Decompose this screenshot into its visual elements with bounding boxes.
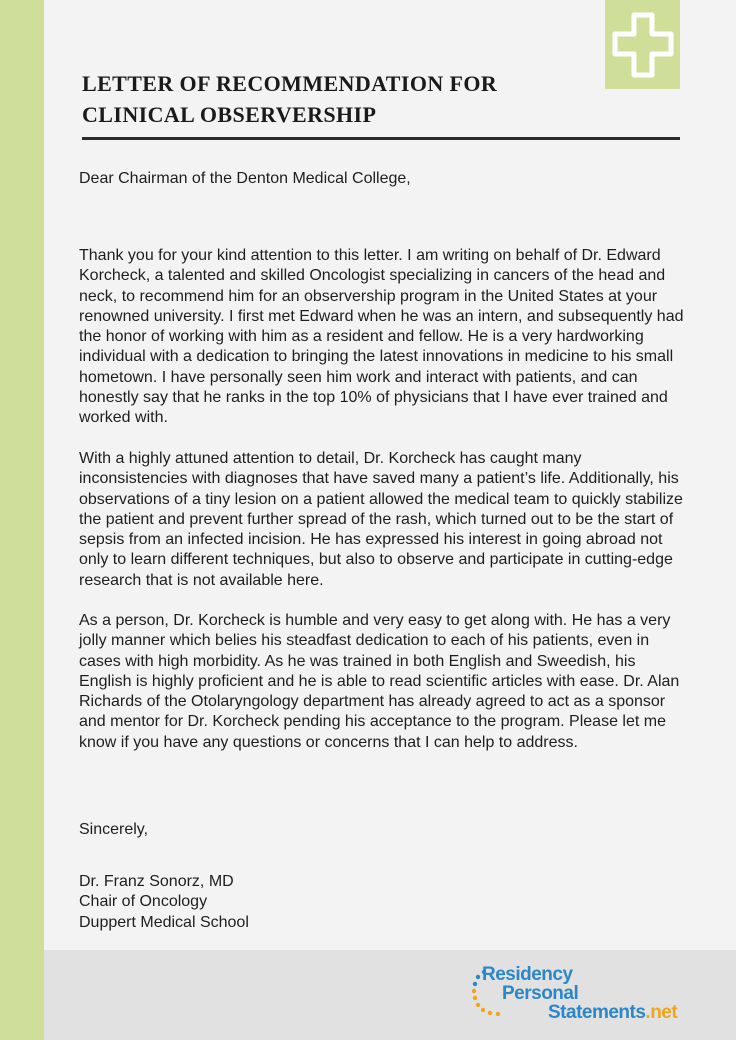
signature-position: Chair of Oncology <box>79 893 208 911</box>
brand-logo <box>472 966 722 1026</box>
logo-line-1: Residency <box>482 964 573 985</box>
letter-greeting: Dear Chairman of the Denton Medical College, <box>79 170 411 187</box>
logo-line-2: Personal <box>502 983 579 1004</box>
medical-cross-icon <box>612 12 674 78</box>
signature-institution: Duppert Medical School <box>79 913 249 931</box>
title-divider <box>82 137 680 140</box>
left-accent-bar <box>0 0 44 1040</box>
body-paragraph-3: As a person, Dr. Korcheck is humble and very easy to get along with. He has a very jolly manner which belies his steadfast dedication to each of his patients, even in cases with high morbidity. As he was trained in both English and Sweedish, his English is highly proficient and he is able to read scientific articles with ease. Dr. Alan Richards of the Otolaryngology department has already agreed to act as a sponsor and mentor for Dr. Korcheck pending his acceptance to the program. Please let me know if you have any questions or concerns that I can help to address. <box>79 612 680 751</box>
letter-closing: Sincerely, <box>79 821 149 838</box>
logo-line-3-suffix: .net <box>645 1002 678 1023</box>
signature-name: Dr. Franz Sonorz, MD <box>79 873 234 890</box>
signature-block <box>79 872 689 933</box>
header-cross-badge <box>605 0 680 89</box>
body-paragraph-2: With a highly attuned attention to detail, Dr. Korcheck has caught many inconsistencies with diagnoses that have saved many a patient’s life. Additionally, his observations of a tiny lesion on a patient allowed the medical team to quickly stabilize the patient and prevent further spread of the rash, which turned out to be the start of sepsis from an infected incision. He has expressed his interest in going abroad not only to learn different techniques, but also to observe and participate in cutting-edge research that is not available here. <box>79 450 683 589</box>
logo-line-3 <box>548 1004 677 1022</box>
logo-line-3-main: Statements <box>548 1002 646 1023</box>
body-paragraph-1: Thank you for your kind attention to this letter. I am writing on behalf of Dr. Edward Korcheck, a talented and skilled Oncologist specializing in cancers of the head and neck, to recommend him for an observership program in the United States at your renowned university. I first met Edward when he was an intern, and subsequently had the honor of working with him as a resident and fellow. He is a very hardworking individual with a dedication to bringing the latest innovations in medicine to his small hometown. I have personally seen him work and interact with patients, and can honestly say that he ranks in the top 10% of physicians that I have ever trained and worked with. <box>79 247 684 427</box>
letter-title: LETTER OF RECOMMENDATION FOR CLINICAL OBSERVERSHIP <box>82 71 498 127</box>
